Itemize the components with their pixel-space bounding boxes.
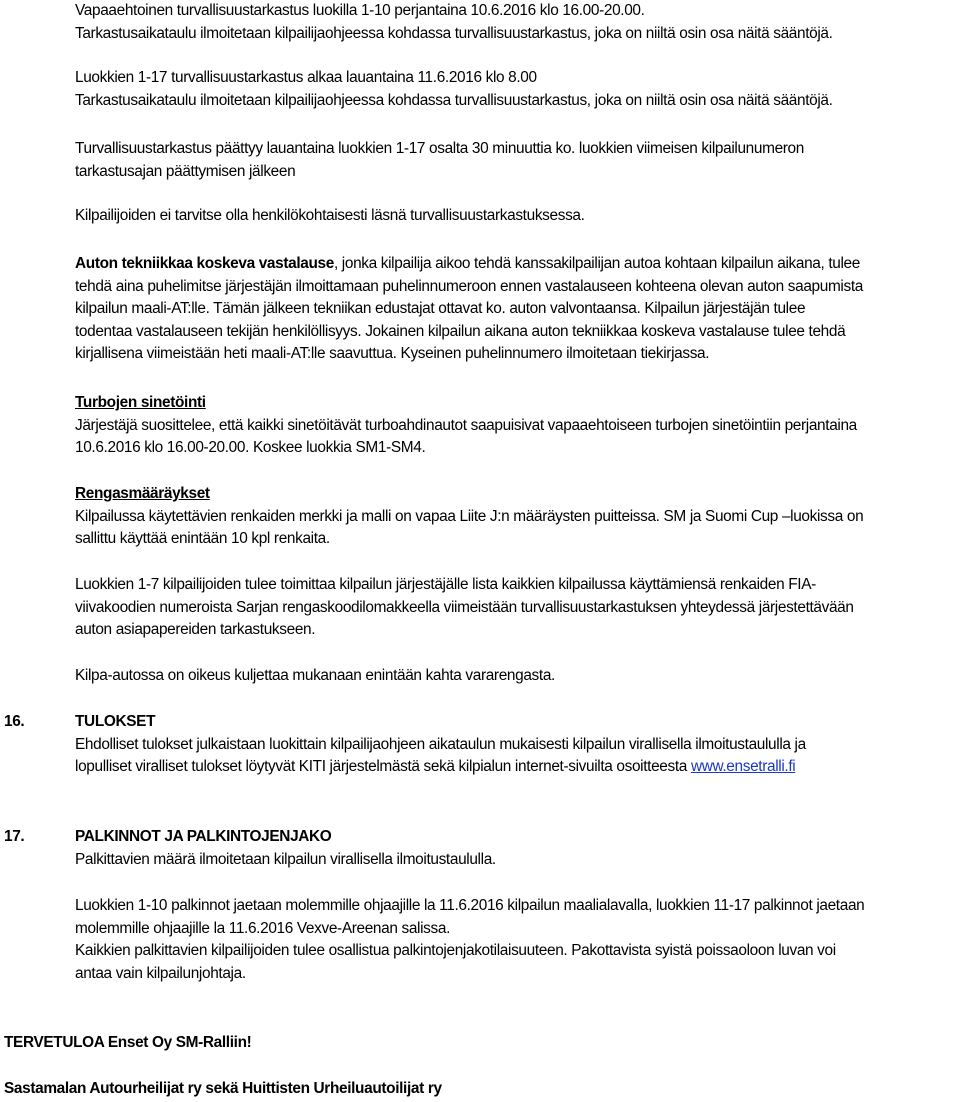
tyres-line: viivakoodien numeroista Sarjan rengaskoodilomakkeella viimeistään turvallisuustarkastuksen yhteydessä järjestettävään bbox=[75, 598, 854, 616]
intro-line: tarkastusajan päättymisen jälkeen bbox=[75, 162, 296, 180]
tyres-line: Luokkien 1-7 kilpailijoiden tulee toimittaa kilpailun järjestäjälle lista kaikkien kilpailussa käyttämiensä renkaiden FIA- bbox=[75, 576, 816, 593]
section-16 bbox=[75, 711, 959, 779]
turbo-line: Järjestäjä suosittelee, että kaikki sinetöitävät turboahdinautot saapuisivat vapaaehtoiseen turbojen sinetöintiin perjantaina bbox=[75, 416, 857, 434]
tyres-line: auton asiapapereiden tarkastukseen. bbox=[75, 621, 316, 638]
section-17-line: antaa vain kilpailunjohtaja. bbox=[75, 964, 246, 982]
section-16-line bbox=[75, 756, 959, 779]
intro-paragraph-3 bbox=[75, 138, 959, 183]
intro-line: Turvallisuustarkastus päättyy lauantaina luokkien 1-17 osalta 30 minuuttia ko. luokkien viimeisen kilpailunumeron bbox=[75, 140, 804, 157]
section-16-line-text: lopulliset viralliset tulokset löytyvät KITI järjestelmästä sekä kilpialun internet-sivuilta osoitteesta bbox=[75, 758, 691, 775]
protest-line bbox=[75, 253, 959, 276]
section-17-paragraph-2 bbox=[75, 895, 959, 985]
section-17-line: Luokkien 1-10 palkinnot jaetaan molemmille ohjaajille la 11.6.2016 kilpailun maalialavalla, luokkien 11-17 palkinnot jaetaan bbox=[75, 897, 865, 914]
tyres-heading: Rengasmääräykset bbox=[75, 485, 210, 502]
tyres-line: Kilpailussa käytettävien renkaiden merkki ja malli on vapaa Liite J:n määräysten puitteissa. SM ja Suomi Cup –luokissa on bbox=[75, 507, 864, 525]
intro-line: Tarkastusaikataulu ilmoitetaan kilpailijaohjeessa kohdassa turvallisuustarkastus, joka on niiltä osin osa näitä sääntöjä. bbox=[75, 91, 833, 109]
section-17-line: molemmille ohjaajille la 11.6.2016 Vexve-Areenan salissa. bbox=[75, 919, 451, 937]
section-17-line: Kaikkien palkittavien kilpailijoiden tulee osallistua palkintojenjakotilaisuuteen. Pakottavista syistä poissaoloon luvan voi bbox=[75, 942, 836, 959]
protest-line-text: , jonka kilpailija aikoo tehdä kanssakilpailijan autoa kohtaan kilpailun aikana, tulee bbox=[333, 255, 860, 272]
section-17-number: 17. bbox=[4, 828, 25, 845]
intro-line: Vapaaehtoinen turvallisuustarkastus luokilla 1-10 perjantaina 10.6.2016 klo 16.00-20.00. bbox=[75, 2, 645, 19]
protest-line: kilpailun maali-AT:lle. Tämän jälkeen tekniikan edustajat ottavat ko. auton valvontaansa. Kilpailun järjestäjän tulee bbox=[75, 300, 806, 317]
section-17-title: PALKINNOT JA PALKINTOJENJAKO bbox=[75, 828, 332, 845]
tyres-paragraph-2 bbox=[75, 574, 959, 642]
tyres-paragraph-3 bbox=[75, 665, 959, 688]
intro-paragraph-1 bbox=[75, 0, 959, 45]
intro-line: Kilpailijoiden ei tarvitse olla henkilökohtaisesti läsnä turvallisuustarkastuksessa. bbox=[75, 207, 585, 224]
protest-line: tehdä aina puhelimitse järjestäjän ilmoittamaan puhelinnumeroon ennen vastalauseen kohteena olevan auton saapumista bbox=[75, 277, 863, 295]
protest-line: todentaa vastalauseen tekijän henkilöllisyys. Jokainen kilpailun aikana auton tekniikkaa koskeva vastalause tulee tehdä bbox=[75, 322, 846, 340]
turbo-line: 10.6.2016 klo 16.00-20.00. Koskee luokkia SM1-SM4. bbox=[75, 439, 426, 456]
intro-paragraph-4 bbox=[75, 205, 959, 228]
intro-line: Tarkastusaikataulu ilmoitetaan kilpailijaohjeessa kohdassa turvallisuustarkastus, joka on niiltä osin osa näitä sääntöjä. bbox=[75, 24, 833, 42]
intro-paragraph-2 bbox=[75, 67, 959, 112]
protest-line: kirjallisena viimeistään heti maali-AT:lle saavuttua. Kyseinen puhelinnumero ilmoitetaan tiekirjassa. bbox=[75, 345, 710, 362]
turbo-section bbox=[75, 392, 959, 460]
section-16-number: 16. bbox=[4, 713, 25, 730]
section-17 bbox=[75, 826, 959, 871]
tyres-line: Kilpa-autossa on oikeus kuljettaa mukanaan enintään kahta vararengasta. bbox=[75, 667, 555, 684]
results-website-link[interactable]: www.ensetralli.fi bbox=[690, 758, 796, 775]
section-16-line: Ehdolliset tulokset julkaistaan luokittain kilpailijaohjeen aikataulun mukaisesti kilpailun virallisella ilmoitustaululla ja bbox=[75, 735, 806, 753]
organizers-line: Sastamalan Autourheilijat ry sekä Huittisten Urheiluautoilijat ry bbox=[4, 1080, 442, 1097]
protest-paragraph bbox=[75, 253, 959, 366]
turbo-heading: Turbojen sinetöinti bbox=[75, 394, 206, 411]
welcome-line: TERVETULOA Enset Oy SM-Ralliin! bbox=[4, 1034, 252, 1051]
protest-lead: Auton tekniikkaa koskeva vastalause bbox=[75, 255, 334, 272]
section-16-title: TULOKSET bbox=[75, 713, 156, 730]
tyres-section bbox=[75, 483, 959, 551]
section-17-line: Palkittavien määrä ilmoitetaan kilpailun virallisella ilmoitustaululla. bbox=[75, 850, 496, 868]
tyres-line: sallittu käyttää enintään 10 kpl renkaita. bbox=[75, 530, 330, 547]
intro-line: Luokkien 1-17 turvallisuustarkastus alkaa lauantaina 11.6.2016 klo 8.00 bbox=[75, 69, 537, 86]
